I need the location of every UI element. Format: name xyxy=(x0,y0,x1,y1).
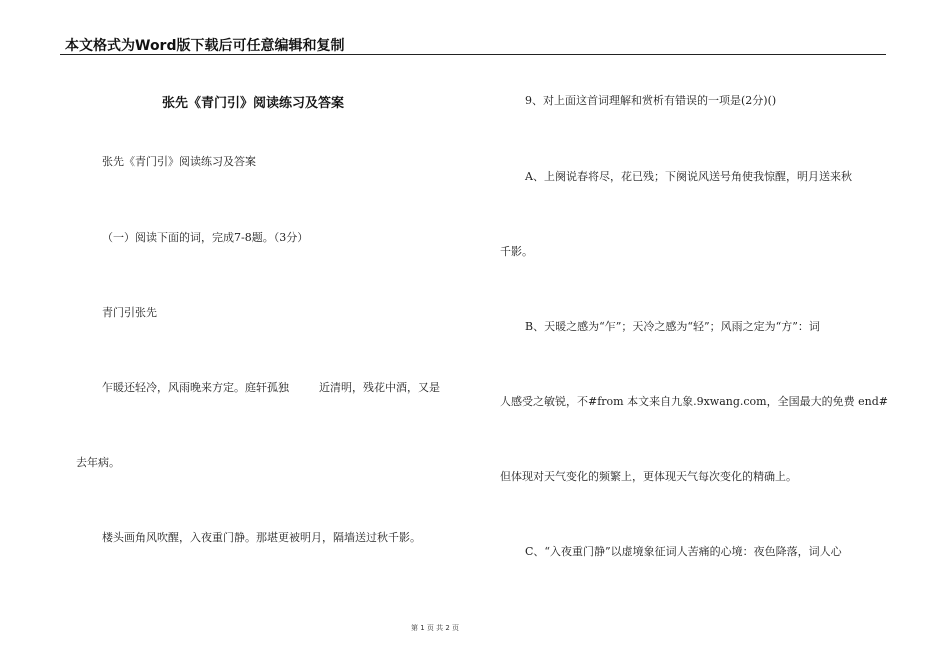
poem-line-1 xyxy=(102,381,440,395)
instruction: （一）阅读下面的词，完成7-8题。（3分） xyxy=(102,231,309,244)
poem-title: 青门引张先 xyxy=(102,306,157,319)
option-b-line-2: 人感受之敏锐，不#from 本文来自九象.9xwang.com，全国最大的免费 end# xyxy=(500,395,888,408)
question-9: 9、对上面这首词理解和赏析有错误的一项是(2分)() xyxy=(525,94,777,107)
poem-line-1-part-1: 乍暖还轻冷，风雨晚来方定。庭轩孤独 xyxy=(102,381,289,394)
document-title: 张先《青门引》阅读练习及答案 xyxy=(162,96,345,111)
document-header-banner: 本文格式为Word版下载后可任意编辑和复制 xyxy=(65,38,345,54)
option-b-line-1: B、天暖之感为“乍”；天冷之感为“轻”；风雨之定为“方”：词 xyxy=(525,320,820,333)
poem-line-1-continuation: 去年病。 xyxy=(76,456,120,469)
poem-line-1-part-2: 近清明，残花中酒，又是 xyxy=(319,381,440,394)
option-a-line-2: 千影。 xyxy=(500,245,533,258)
header-divider xyxy=(60,54,886,55)
page-number-footer: 第 1 页 共 2 页 xyxy=(411,624,460,632)
poem-line-2: 楼头画角风吹醒，入夜重门静。那堪更被明月，隔墙送过秋千影。 xyxy=(102,531,421,544)
subtitle: 张先《青门引》阅读练习及答案 xyxy=(102,155,256,168)
option-c-line-1: C、“入夜重门静”以虚境象征词人苦痛的心境：夜色降落，词人心 xyxy=(525,545,842,558)
option-a-line-1: A、上阕说春将尽，花已残；下阕说风送号角使我惊醒，明月送来秋 xyxy=(525,170,852,183)
option-b-line-3: 但体现对天气变化的频繁上，更体现天气每次变化的精确上。 xyxy=(500,470,797,483)
